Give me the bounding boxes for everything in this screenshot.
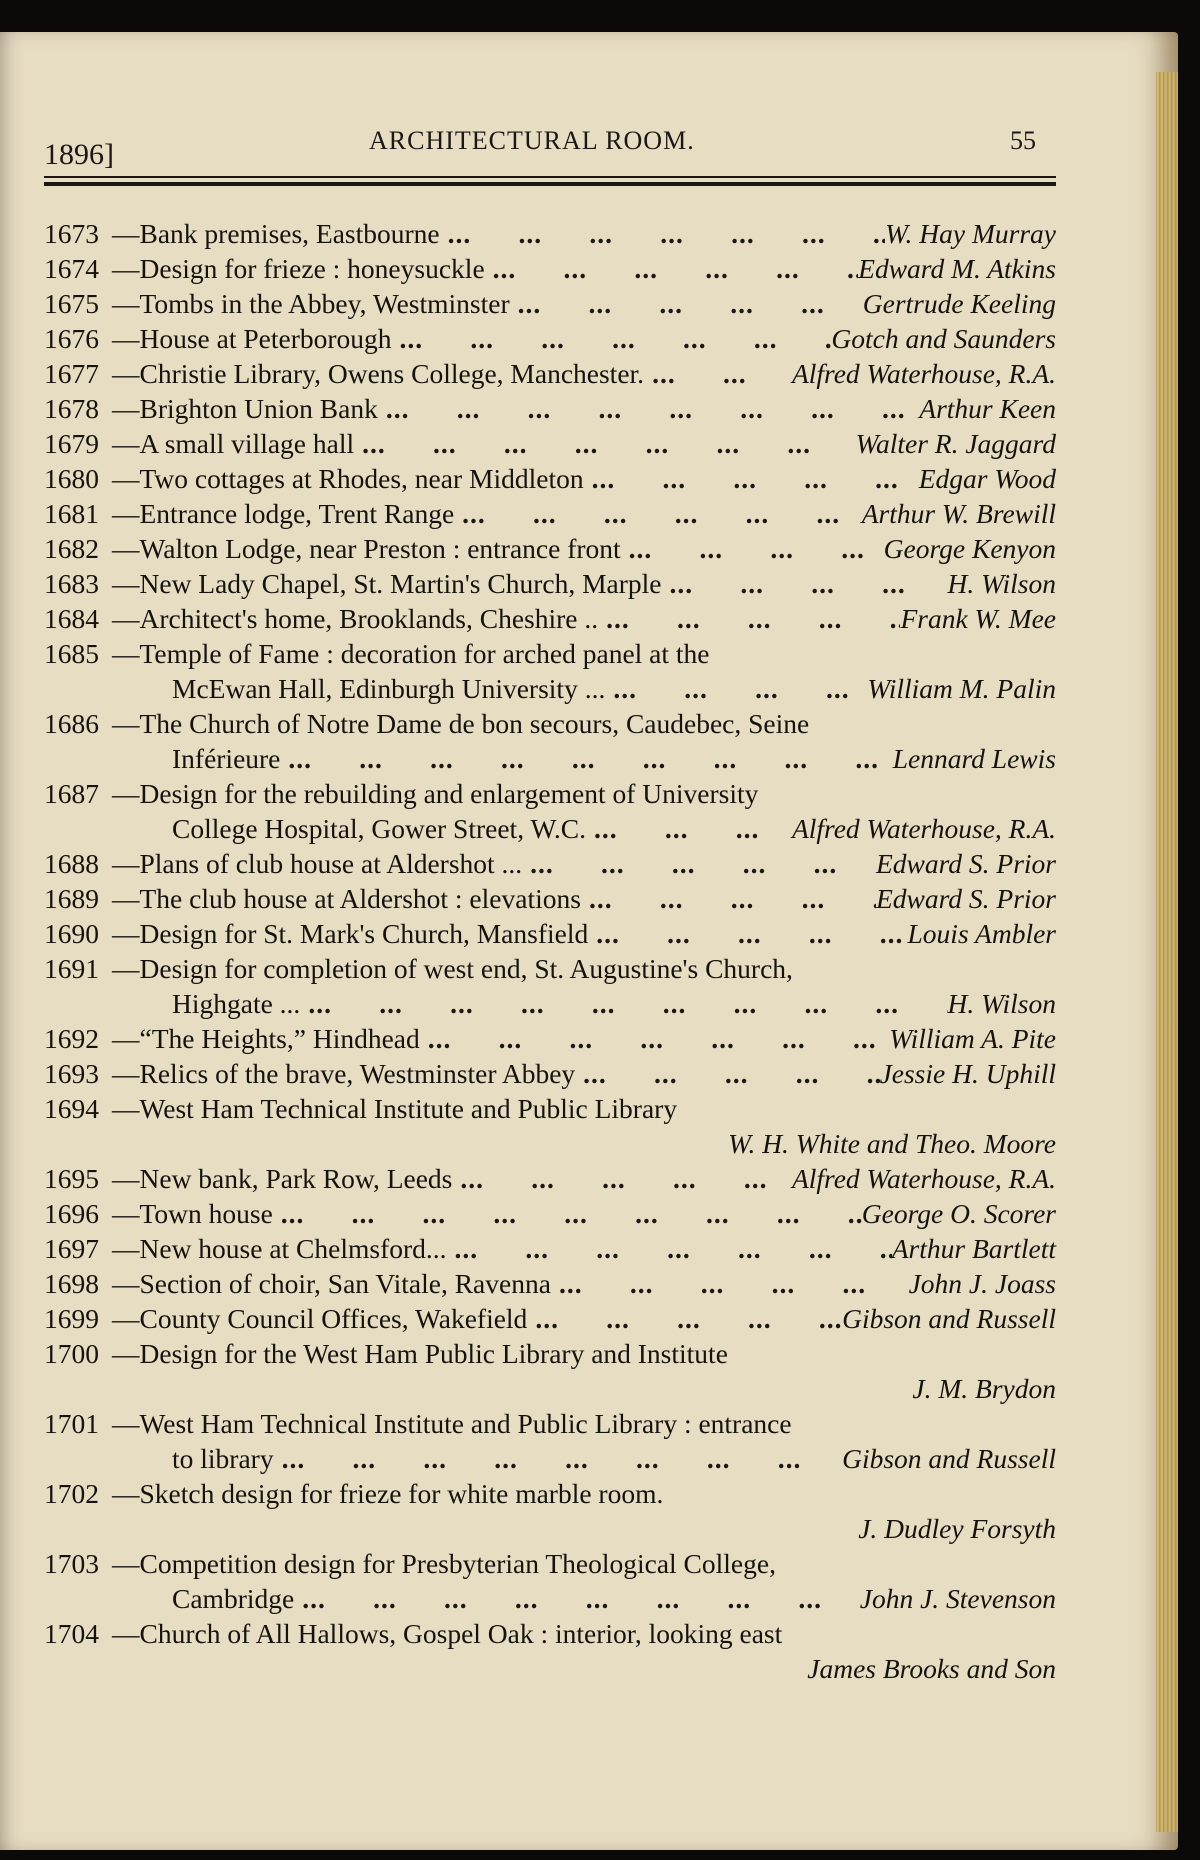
entry-author: Jessie H. Uphill [879,1058,1056,1089]
entry-author: Edward S. Prior [875,848,1056,879]
entry-author: James Brooks and Son [807,1653,1056,1684]
leader-dots [454,496,862,531]
catalogue-entry [44,356,1056,391]
entry-title: —Design for St. Mark's Church, Mansfield [112,918,589,949]
leader-dots [510,286,863,321]
entry-author: Gotch and Saunders [831,323,1056,354]
entry-author: H. Wilson [947,988,1056,1019]
entry-title: —Church of All Hallows, Gospel Oak : interior, looking east [112,1618,783,1649]
entry-title: —A small village hall [112,428,355,459]
leader-dots [485,251,858,286]
entry-number: 1704 [44,1618,99,1649]
entry-author: Alfred Waterhouse, R.A. [791,813,1056,844]
catalogue-entry [44,251,1056,286]
leader-dots [452,1161,792,1196]
leader-dots [354,426,855,461]
header-rule-thin [44,176,1056,178]
entry-number: 1693 [44,1058,99,1089]
entry-author: Walter R. Jaggard [855,428,1056,459]
entry-author: W. H. White and Theo. Moore [728,1128,1056,1159]
page-number: 55 [1010,126,1036,155]
catalogue-entry [44,426,1056,461]
entry-title-continuation: McEwan Hall, Edinburgh University ... [172,673,606,704]
catalogue-entry [44,1336,1056,1406]
leader-dots [447,1231,892,1266]
entry-title: —Town house [112,1198,273,1229]
leader-dots [527,1301,842,1336]
entry-number: 1691 [44,953,99,984]
entry-number: 1701 [44,1408,99,1439]
entry-title: —Tombs in the Abbey, Westminster [112,288,510,319]
entry-author: J. Dudley Forsyth [858,1513,1056,1544]
entry-title: —Walton Lodge, near Preston : entrance front [112,533,621,564]
catalogue-entry [44,846,1056,881]
catalogue-entry [44,1266,1056,1301]
entry-title: —Competition design for Presbyterian Theological College, [112,1548,776,1579]
entry-author: William M. Palin [867,673,1056,704]
entry-title-continuation: to library [172,1443,274,1474]
catalogue-entry [44,601,1056,636]
entry-number: 1690 [44,918,99,949]
entry-number: 1679 [44,428,99,459]
entry-title: —The club house at Aldershot : elevations [112,883,581,914]
entry-title: —Plans of club house at Aldershot ... [112,848,523,879]
entry-number: 1682 [44,533,99,564]
entry-author: Gibson and Russell [842,1443,1056,1474]
entry-title: —Design for completion of west end, St. Augustine's Church, [112,953,793,984]
catalogue-entry [44,1546,1056,1616]
entry-author: Gibson and Russell [842,1303,1056,1334]
catalogue-entry [44,1161,1056,1196]
entry-number: 1696 [44,1198,99,1229]
entry-title: —Two cottages at Rhodes, near Middleton [112,463,584,494]
entry-number: 1683 [44,568,99,599]
entry-title: —West Ham Technical Institute and Public Library [112,1093,678,1124]
leader-dots [662,566,948,601]
entry-author: Edward S. Prior [875,883,1056,914]
leader-dots [586,811,792,846]
catalogue-entry [44,391,1056,426]
entry-title: —Section of choir, San Vitale, Ravenna [112,1268,551,1299]
catalogue-entry [44,461,1056,496]
catalogue-entry [44,496,1056,531]
entry-author: H. Wilson [947,568,1056,599]
entry-author: Alfred Waterhouse, R.A. [791,1163,1056,1194]
entry-title-continuation: Highgate ... [172,988,301,1019]
entry-number: 1695 [44,1163,99,1194]
entry-title: —“The Heights,” Hindhead [112,1023,420,1054]
entry-author: Edward M. Atkins [858,253,1056,284]
leader-dots [280,741,892,776]
leader-dots [644,356,792,391]
entry-number: 1680 [44,463,99,494]
catalogue-entry [44,566,1056,601]
entry-author: William A. Pite [889,1023,1056,1054]
entry-number: 1702 [44,1478,99,1509]
entry-number: 1674 [44,253,99,284]
leader-dots [598,601,900,636]
leader-dots [581,881,876,916]
entry-title: —Christie Library, Owens College, Manchester. [112,358,645,389]
leader-dots [392,321,832,356]
catalogue-entry [44,706,1056,776]
leader-dots [605,671,867,706]
running-header [44,124,1044,174]
catalogue-entry [44,1616,1056,1686]
entry-title: —New Lady Chapel, St. Martin's Church, Marple [112,568,662,599]
entry-title: —Relics of the brave, Westminster Abbey [112,1058,576,1089]
entry-number: 1684 [44,603,99,634]
catalogue-entry [44,1301,1056,1336]
catalogue-entry [44,1231,1056,1266]
entry-author: Arthur W. Brewill [861,498,1056,529]
leader-dots [522,846,876,881]
leader-dots [300,986,947,1021]
entry-author: W. Hay Murray [885,218,1056,249]
entry-title: —Temple of Fame : decoration for arched panel at the [112,638,710,669]
leader-dots [588,916,907,951]
entry-author: John J. Joass [908,1268,1056,1299]
catalogue-entry [44,321,1056,356]
entry-number: 1687 [44,778,99,809]
entry-number: 1673 [44,218,99,249]
catalogue-entry [44,1056,1056,1091]
year-page-marker: 1896] [44,138,114,171]
entry-number: 1688 [44,848,99,879]
entry-author: Lennard Lewis [892,743,1056,774]
entry-title-continuation: Inférieure [172,743,281,774]
entry-number: 1697 [44,1233,99,1264]
entry-number: 1681 [44,498,99,529]
entry-title: —Design for frieze : honeysuckle [112,253,485,284]
catalogue-entries [44,216,1056,1686]
entry-number: 1685 [44,638,99,669]
book-page [0,32,1178,1850]
entry-title: —Sketch design for frieze for white marble room. [112,1478,664,1509]
entry-author: George O. Scorer [861,1198,1056,1229]
entry-author: John J. Stevenson [859,1583,1056,1614]
entry-number: 1675 [44,288,99,319]
entry-title-continuation: Cambridge [172,1583,295,1614]
catalogue-entry [44,951,1056,1021]
entry-author: Arthur Bartlett [891,1233,1056,1264]
header-rule-thick [44,182,1056,186]
entry-title: —House at Peterborough [112,323,392,354]
leader-dots [551,1266,909,1301]
entry-number: 1699 [44,1303,99,1334]
entry-title: —Design for the West Ham Public Library and Institute [112,1338,728,1369]
entry-author: Louis Ambler [907,918,1056,949]
entry-title: —West Ham Technical Institute and Public Library : entrance [112,1408,792,1439]
entry-number: 1692 [44,1023,99,1054]
entry-author: Gertrude Keeling [862,288,1056,319]
catalogue-entry [44,1476,1056,1546]
entry-number: 1700 [44,1338,99,1369]
entry-title: —New house at Chelmsford... [112,1233,447,1264]
catalogue-entry [44,1196,1056,1231]
entry-number: 1677 [44,358,99,389]
entry-author: Frank W. Mee [900,603,1056,634]
entry-number: 1689 [44,883,99,914]
entry-author: J. M. Brydon [912,1373,1056,1404]
catalogue-entry [44,531,1056,566]
entry-title-continuation: College Hospital, Gower Street, W.C. [172,813,586,844]
leader-dots [294,1581,860,1616]
catalogue-entry [44,1021,1056,1056]
entry-title: —The Church of Notre Dame de bon secours, Caudebec, Seine [112,708,810,739]
entry-number: 1698 [44,1268,99,1299]
leader-dots [420,1021,889,1056]
leader-dots [575,1056,879,1091]
entry-author: George Kenyon [883,533,1056,564]
entry-title: —New bank, Park Row, Leeds [112,1163,453,1194]
entry-number: 1676 [44,323,99,354]
catalogue-entry [44,286,1056,321]
leader-dots [440,216,886,251]
leader-dots [378,391,919,426]
catalogue-entry [44,916,1056,951]
catalogue-entry [44,636,1056,706]
catalogue-entry [44,1406,1056,1476]
entry-title: —Design for the rebuilding and enlargement of University [112,778,759,809]
entry-title: —Brighton Union Bank [112,393,378,424]
catalogue-entry [44,881,1056,916]
catalogue-entry [44,1091,1056,1161]
entry-author: Alfred Waterhouse, R.A. [791,358,1056,389]
entry-number: 1703 [44,1548,99,1579]
catalogue-entry [44,776,1056,846]
page-edge [1156,72,1178,1832]
leader-dots [584,461,919,496]
leader-dots [274,1441,843,1476]
entry-title: —Entrance lodge, Trent Range [112,498,455,529]
entry-number: 1686 [44,708,99,739]
leader-dots [621,531,884,566]
entry-author: Arthur Keen [919,393,1056,424]
running-title: ARCHITECTURAL ROOM. [369,126,695,155]
entry-author: Edgar Wood [918,463,1056,494]
leader-dots [273,1196,862,1231]
catalogue-entry [44,216,1056,251]
entry-number: 1694 [44,1093,99,1124]
entry-number: 1678 [44,393,99,424]
entry-title: —Architect's home, Brooklands, Cheshire .. [112,603,599,634]
entry-title: —Bank premises, Eastbourne [112,218,440,249]
entry-title: —County Council Offices, Wakefield [112,1303,528,1334]
